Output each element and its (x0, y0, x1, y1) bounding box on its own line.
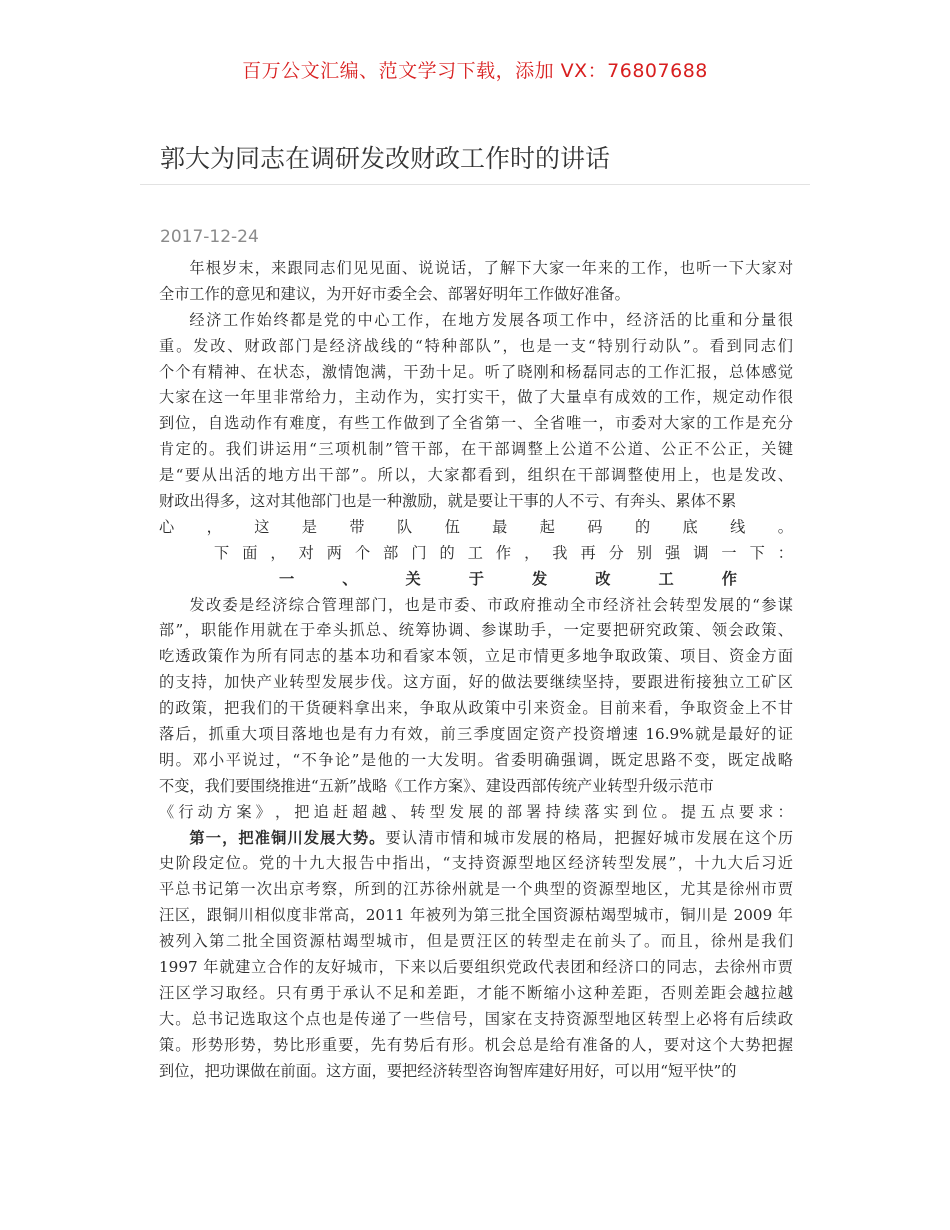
article-line: 吃透政策作为所有同志的基本功和看家本领，立足市情更多地争取政策、项目、资金方面 (159, 647, 793, 666)
article-line: 《 行 动 方 案 》 ， 把 追 赶 超 越 、 转 型 发 展 的 部 署 持 续 落 实 到 位 。 提 五 点 要 求 ： (159, 802, 793, 821)
publish-date: 2017-12-24 (160, 227, 259, 247)
article-line: 个个有精神、在状态，激情饱满，干劲十足。听了晓刚和杨磊同志的工作汇报，总体感觉 (159, 362, 793, 381)
article-line: 的政策，把我们的干货硬料拿出来，争取从政策中引来资金。目前来看，争取资金上不甘 (159, 699, 793, 718)
article-body (159, 256, 793, 1085)
article-line: 落后，抓重大项目落地也是有力有效，前三季度固定资产投资增速 16.9%就是最好的证 (159, 725, 793, 744)
article-line: 汪区，跟铜川相似度非常高，2011 年被列为第三批全国资源枯竭型城市，铜川是 2009 年 (159, 906, 793, 925)
article-line: 到位，把功课做在前面。这方面，要把经济转型咨询智库建好用好，可以用“短平快”的 (159, 1061, 737, 1080)
article-line: 史阶段定位。党的十九大报告中指出，“支持资源型地区经济转型发展”，十九大后习近 (159, 854, 793, 873)
article-line: 发改委是经济综合管理部门，也是市委、市政府推动全市经济社会转型发展的“参谋 (189, 595, 793, 614)
section-lead: 第一，把准铜川发展大势。 (189, 828, 386, 847)
article-line: 肯定的。我们讲运用“三项机制”管干部，在干部调整上公道不公道、公正不公正，关键 (159, 440, 793, 459)
promo-banner: 百万公文汇编、范文学习下载，添加 VX：76807688 (242, 60, 708, 82)
article-line: 平总书记第一次出京考察，所到的江苏徐州就是一个典型的资源型地区，尤其是徐州市贾 (159, 880, 793, 899)
title-divider (140, 184, 810, 185)
article-line: 下 面 ， 对 两 个 部 门 的 工 作 ， 我 再 分 别 强 调 一 下 ： (214, 543, 793, 562)
article-line: 汪区学习取经。只有勇于承认不足和差距，才能不断缩小这种差距，否则差距会越拉越 (159, 983, 793, 1002)
article-line: 1997 年就建立合作的友好城市，下来以后要组织党政代表团和经济口的同志，去徐州市贾 (159, 958, 793, 977)
article-line: 被列入第二批全国资源枯竭型城市，但是贾汪区的转型走在前头了。而且，徐州是我们 (159, 932, 793, 951)
page-title: 郭大为同志在调研发改财政工作时的讲话 (160, 144, 611, 173)
article-line: 全市工作的意见和建议，为开好市委全会、部署好明年工作做好准备。 (159, 284, 630, 303)
article-line: 一 、 关 于 发 改 工 作 (279, 569, 737, 588)
article-line: 策。形势形势，势比形重要，先有势后有形。机会总是给有准备的人，要对这个大势把握 (159, 1035, 793, 1054)
article-line: 部”，职能作用就在于牵头抓总、统筹协调、参谋助手，一定要把研究政策、领会政策、 (159, 621, 793, 640)
article-line: 到位，自选动作有难度，有些工作做到了全省第一、全省唯一，市委对大家的工作是充分 (159, 414, 793, 433)
article-line: 年根岁末，来跟同志们见见面、说说话，了解下大家一年来的工作，也听一下大家对 (189, 259, 793, 277)
article-line: 经济工作始终都是党的中心工作，在地方发展各项工作中，经济活的比重和分量很 (189, 310, 793, 329)
article-line: 不变，我们要围绕推进“五新”战略《工作方案》、建设西部传统产业转型升级示范市 (159, 776, 714, 795)
article-line: 的支持，加快产业转型发展步伐。这方面，好的做法要继续坚持，要跟进衔接独立工矿区 (159, 673, 793, 692)
article-line: 大家在这一年里非常给力，主动作为，实打实干，做了大量卓有成效的工作，规定动作很 (159, 388, 793, 407)
article-line: 大。总书记选取这个点也是传递了一些信号，国家在支持资源型地区转型上必将有后续政 (159, 1009, 793, 1028)
article-line: 重。发改、财政部门是经济战线的“特种部队”，也是一支“特别行动队”。看到同志们 (159, 336, 793, 355)
article-line: 心 ， 这 是 带 队 伍 最 起 码 的 底 线 。 (159, 517, 793, 536)
article-line: 财政出得多，这对其他部门也是一种激励，就是要让干事的人不亏、有奔头、累体不累 (159, 492, 737, 511)
article-line: 第一，把准铜川发展大势。要认清市情和城市发展的格局，把握好城市发展在这个历 (189, 828, 793, 847)
article-line: 是“要从出活的地方出干部”。所以，大家都看到，组织在干部调整使用上，也是发改、 (159, 466, 793, 485)
article-line: 明。邓小平说过，“不争论”是他的一大发明。省委明确强调，既定思路不变，既定战略 (159, 750, 793, 769)
